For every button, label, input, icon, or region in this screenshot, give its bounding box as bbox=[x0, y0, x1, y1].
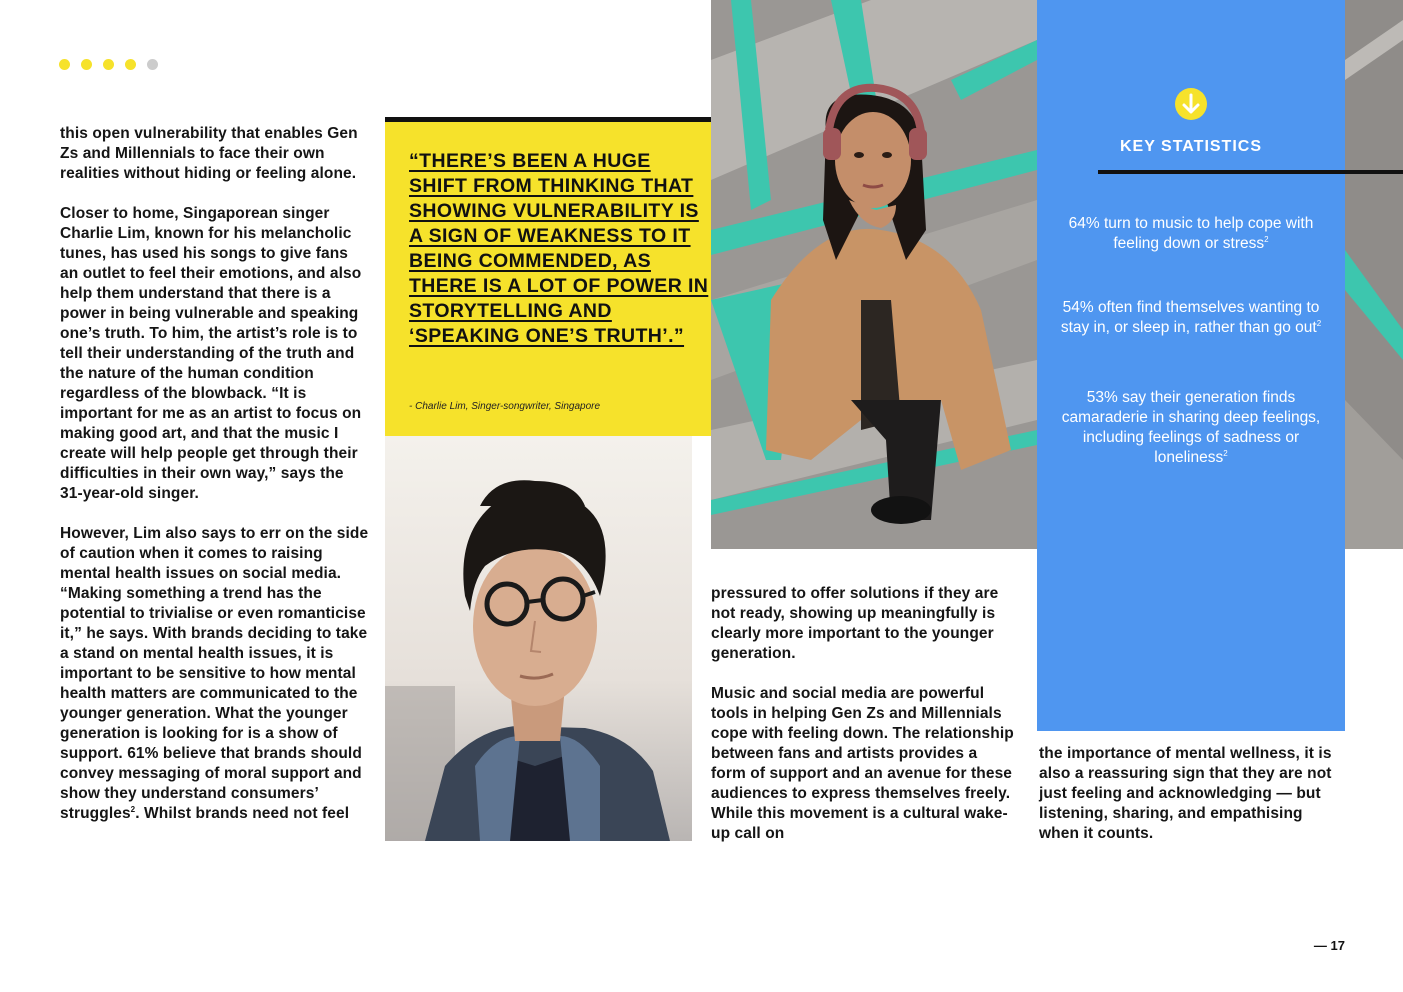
paragraph: pressured to offer solutions if they are not ready, showing up meaningfully is clearly more important to the younger generation. bbox=[711, 585, 999, 662]
key-statistics-panel bbox=[1037, 0, 1345, 731]
progress-dot-5 bbox=[147, 59, 158, 70]
article-column-1 bbox=[60, 124, 370, 824]
progress-dot-4 bbox=[125, 59, 136, 70]
key-statistics-heading: KEY STATISTICS bbox=[1119, 138, 1262, 155]
paragraph: Closer to home, Singaporean singer Charlie Lim, known for his melancholic tunes, has used his songs to give fans an outlet to feel their emotions, and also help them understand that there is a power in being vulnerable and speaking one’s truth. To him, the artist’s role is to tell their understanding of the truth and the nature of the human condition regardless of the blowback. “It is important for me as an artist to focus on making good art, and that the music I create will help people get through their difficulties in their own way,” says the 31-year-old singer. bbox=[60, 205, 362, 502]
paragraph-text: However, Lim also says to err on the side of caution when it comes to raising mental health issues on social media. “Making something a trend has the potential to trivialise or even romanticise it,” he says. With brands deciding to take a stand on mental health issues, it is important to be sensitive to how mental health matters are communicated to the younger generation. What the younger generation is looking for is a show of support. 61% believe that brands should convey messaging of moral support and show they understand consumers’ struggles bbox=[60, 525, 369, 822]
paragraph bbox=[60, 524, 370, 824]
progress-dot-1 bbox=[59, 59, 70, 70]
statistic-text: 54% often find themselves wanting to stay in, or sleep in, rather than go out bbox=[1060, 299, 1320, 336]
paragraph: the importance of mental wellness, it is also a reassuring sign that they are not just feeling and acknowledging — but listening, sharing, and empathising when it counts. bbox=[1039, 745, 1332, 842]
paragraph: Music and social media are powerful tools in helping Gen Zs and Millennials cope with feeling down. The relationship between fans and artists provides a form of support and an avenue for these audiences to express themselves freely. While this movement is a cultural wake-up call on bbox=[711, 685, 1014, 842]
footnote-ref: 2 bbox=[130, 804, 136, 814]
photo-woman-headphones bbox=[711, 0, 1037, 549]
stairs-strip-illustration bbox=[1345, 0, 1403, 549]
photo-stairs-strip bbox=[1345, 0, 1403, 549]
pull-quote-text: “THERE’S BEEN A HUGE SHIFT FROM THINKING THAT SHOWING VULNERABILITY IS A SIGN OF WEAKNESS TO IT BEING COMMENDED, AS THERE IS A LOT OF POWER IN STORYTELLING AND ‘SPEAKING ONE’S TRUTH’.” bbox=[409, 150, 709, 347]
footnote-ref: 2 bbox=[1264, 234, 1269, 244]
statistic-item bbox=[1057, 298, 1325, 338]
statistic-text: 53% say their generation finds camaraderie in sharing deep feelings, including feelings of sadness or loneliness bbox=[1061, 389, 1321, 466]
statistic-item bbox=[1057, 388, 1325, 468]
pull-quote-attribution: - Charlie Lim, Singer-songwriter, Singapore bbox=[409, 401, 601, 412]
progress-dot-3 bbox=[103, 59, 114, 70]
portrait-photo-man bbox=[385, 436, 692, 841]
paragraph: this open vulnerability that enables Gen Zs and Millennials to face their own realities without hiding or feeling alone. bbox=[60, 125, 358, 182]
page-number: — 17 bbox=[1313, 938, 1345, 953]
portrait-man-illustration bbox=[385, 436, 692, 841]
progress-dot-2 bbox=[81, 59, 92, 70]
key-statistics-divider bbox=[1098, 170, 1403, 174]
footnote-ref: 2 bbox=[1223, 448, 1228, 458]
pull-quote bbox=[385, 117, 731, 436]
page-progress-dots bbox=[59, 59, 158, 70]
woman-headphones-illustration bbox=[711, 0, 1037, 549]
statistic-item bbox=[1057, 214, 1325, 254]
statistic-text: 64% turn to music to help cope with feeling down or stress bbox=[1068, 215, 1314, 252]
paragraph-text: . Whilst brands need not feel bbox=[135, 805, 350, 822]
article-column-3 bbox=[711, 584, 1016, 844]
arrow-down-icon bbox=[1175, 88, 1207, 120]
article-column-4 bbox=[1039, 744, 1344, 844]
footnote-ref: 2 bbox=[1316, 318, 1322, 328]
